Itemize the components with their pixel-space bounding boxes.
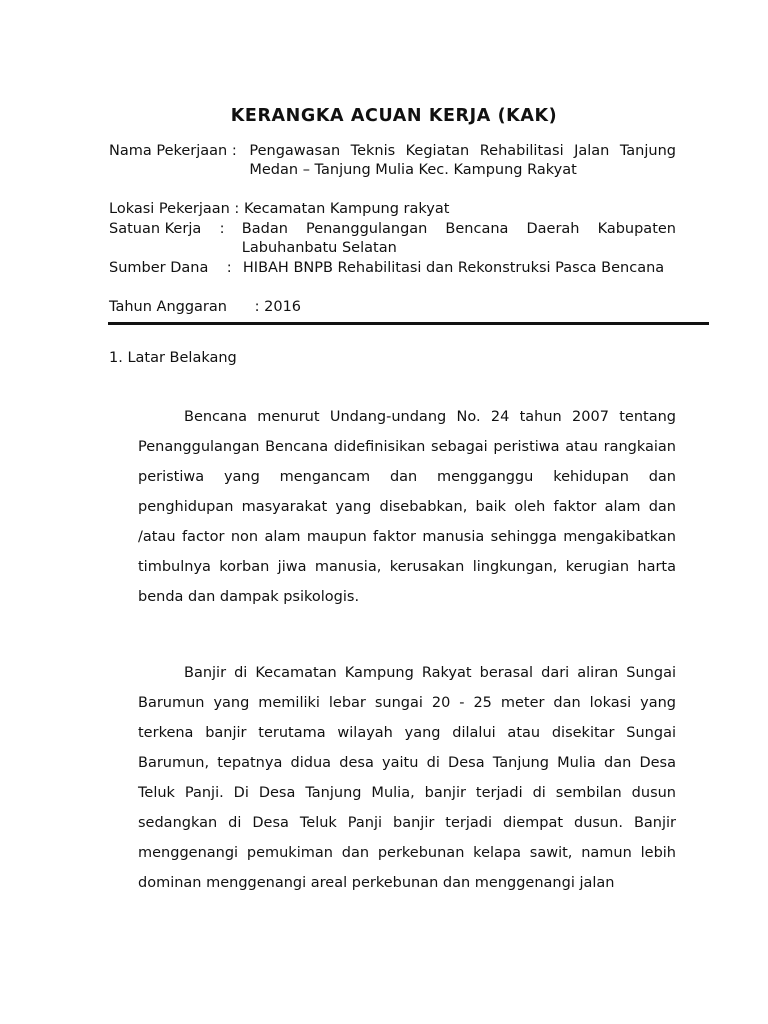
meta-value: Kecamatan Kampung rakyat [243,201,450,217]
meta-separator: : [227,143,242,159]
document-title: KERANGKA ACUAN KERJA (KAK) [230,106,558,126]
meta-tahun-anggaran [109,298,676,317]
meta-label: Sumber Dana [109,260,209,276]
meta-lokasi-pekerjaan [109,200,676,219]
meta-label: Satuan Kerja [109,221,202,237]
meta-label: Nama Pekerjaan [109,143,228,159]
paragraph-2: Banjir di Kecamatan Kampung Rakyat berasal dari aliran Sungai Barumun yang memiliki lebar sungai 20 - 25 meter dan lokasi yang terkena banjir terutama wilayah yang dilalui atau disekitar Sungai Barumun, tepatnya didua desa yaitu di Desa Tanjung Mulia dan Desa Teluk Panji. Di Desa Tanjung Mulia, banjir terjadi di sembilan dusun sedangkan di Desa Teluk Panji banjir terjadi diempat dusun. Banjir menggenangi pemukiman dan perkebunan kelapa sawit, namun lebih dominan menggenangi areal perkebunan dan menggenangi jalan [138,665,676,891]
meta-label: Tahun Anggaran [109,299,227,315]
meta-nama-pekerjaan [109,142,676,180]
meta-separator: : [226,299,265,315]
meta-satuan-kerja [109,220,676,258]
meta-label: Lokasi Pekerjaan [109,201,230,217]
meta-separator: : [229,201,244,217]
meta-separator: : [201,221,234,237]
meta-value: Pengawasan Teknis Kegiatan Rehabilitasi Jalan Tanjung Medan – Tanjung Mulia Kec. Kampung Rakyat [249,143,676,178]
meta-value: HIBAH BNPB Rehabilitasi dan Rekonstruksi Pasca Bencana [242,260,665,276]
header-divider [108,322,709,325]
meta-sumber-dana [109,259,676,278]
meta-value: 2016 [264,299,302,315]
section-heading: 1. Latar Belakang [109,350,237,366]
meta-value: Badan Penanggulangan Bencana Daerah Kabupaten Labuhanbatu Selatan [241,221,676,256]
paragraph-1: Bencana menurut Undang-undang No. 24 tahun 2007 tentang Penanggulangan Bencana didefinisikan sebagai peristiwa atau rangkaian peristiwa yang mengancam dan mengganggu kehidupan dan penghidupan masyarakat yang disebabkan, baik oleh faktor alam dan /atau factor non alam maupun faktor manusia sehingga mengakibatkan timbulnya korban jiwa manusia, kerusakan lingkungan, kerugian harta benda dan dampak psikologis. [138,409,676,605]
meta-separator: : [208,260,241,276]
